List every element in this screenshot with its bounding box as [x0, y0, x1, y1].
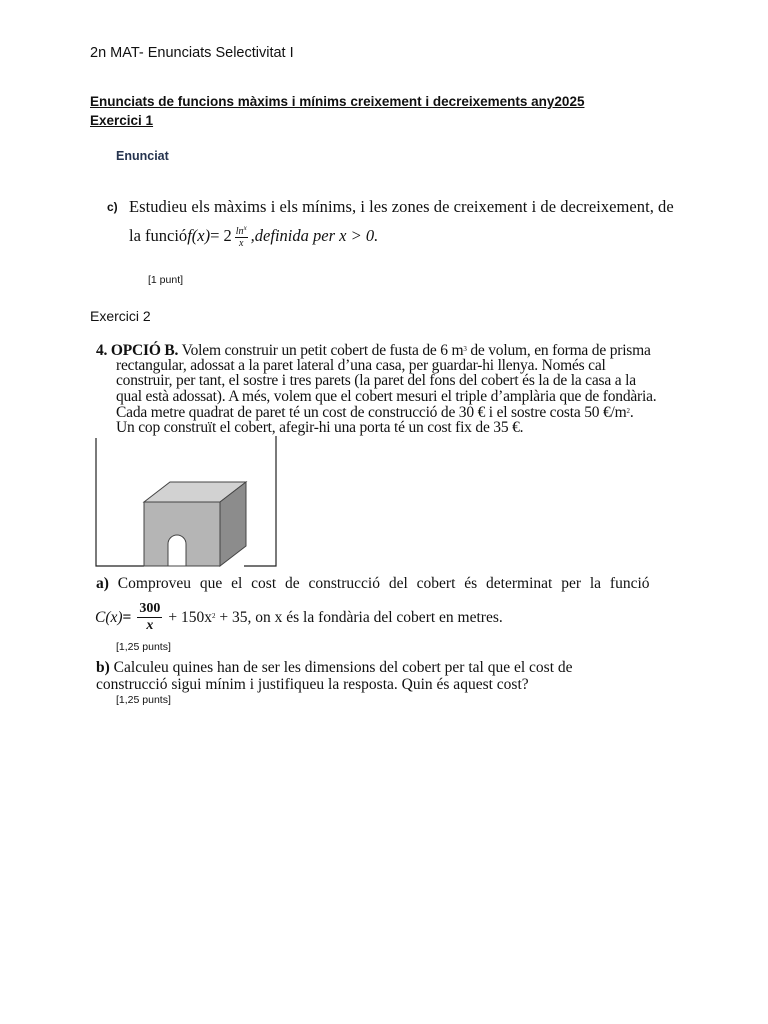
part-a-letter: a) [96, 575, 109, 592]
part-b-text-1: Calculeu quines han de ser les dimensions del cobert per tal que el cost de [113, 659, 573, 676]
statement-line-4: qual està adossat). A més, volem que el cobert mesuri el triple d’amplària que de fondària. [116, 387, 657, 405]
statement-line-1: Volem construir un petit cobert de fusta de 6 m [181, 342, 464, 359]
part-a-text: Comproveu que el cost de construcció del cobert és determinat per la funció [117, 575, 650, 592]
cost-function-name: C(x) [95, 608, 123, 626]
funcio-prefix: la funció [129, 226, 188, 245]
part-b-letter: b) [96, 659, 110, 676]
part-b-line-1 [96, 659, 573, 677]
house-wall-right [244, 436, 276, 566]
part-b-points: [1,25 punts] [116, 694, 171, 706]
function-equals: = 2 [210, 226, 232, 245]
cost-fraction-denominator: x [146, 618, 154, 633]
part-c-line-1: Estudieu els màxims i els mínims, i les zones de creixement i de decreixement, de [129, 197, 674, 216]
statement-line-3: construir, per tant, el sostre i tres parets (la paret del fons del cobert és la de la casa a la [116, 372, 636, 390]
problem-statement [96, 342, 676, 435]
cost-fraction-numerator: 300 [139, 601, 161, 616]
shed-illustration [90, 432, 290, 572]
part-c-points: [1 punt] [148, 274, 184, 286]
cubic-exponent: 3 [463, 345, 467, 353]
house-wall-left [96, 438, 144, 566]
shed-door [168, 535, 186, 566]
statement-line-5: Cada metre quadrat de paret té un cost de construcció de 30 € i el sostre costa 50 $€/m^2$. [116, 403, 634, 421]
function-name: f(x) [187, 226, 211, 245]
part-b-line-2: construcció sigui mínim i justifiqueu la resposta. Quin és aquest cost? [96, 676, 529, 693]
fraction-numerator: $\ln^x$ [235, 224, 247, 237]
exercise-2-heading: Exercici 2 [90, 308, 151, 324]
statement-line-2: rectangular, adossat a la paret lateral d’una casa, per guardar-hi llenya. Només cal [116, 357, 606, 375]
cost-fraction [137, 601, 162, 634]
cost-function-equals: = [122, 608, 132, 626]
statement-line-1-end: de volum, en forma de prisma [466, 342, 651, 359]
part-c-letter: c) [107, 200, 118, 214]
document-title: Enunciats de funcions màxims i mínims creixement i decreixements any2025 [90, 94, 585, 109]
part-a-points: [1,25 punts] [116, 641, 171, 653]
cost-function-rest: + $150x^2 + 35$, on x és la fondària del cobert en metres. [168, 608, 503, 626]
function-fraction [235, 223, 248, 249]
option-heading: 4. OPCIÓ B. [96, 342, 179, 359]
exercise-1-heading: Exercici 1 [90, 113, 154, 128]
statement-line-6: Un cop construït el cobert, afegir-hi una porta té un cost fix de 35 €. [116, 419, 524, 437]
part-c-line-2 [129, 223, 378, 249]
cost-function [95, 601, 503, 634]
fraction-denominator: x [239, 238, 244, 249]
function-domain: ,definida per x > 0. [250, 226, 379, 245]
enunciat-label: Enunciat [116, 149, 169, 163]
document-header: 2n MAT- Enunciats Selectivitat I [90, 45, 294, 61]
part-a-line [96, 575, 650, 593]
